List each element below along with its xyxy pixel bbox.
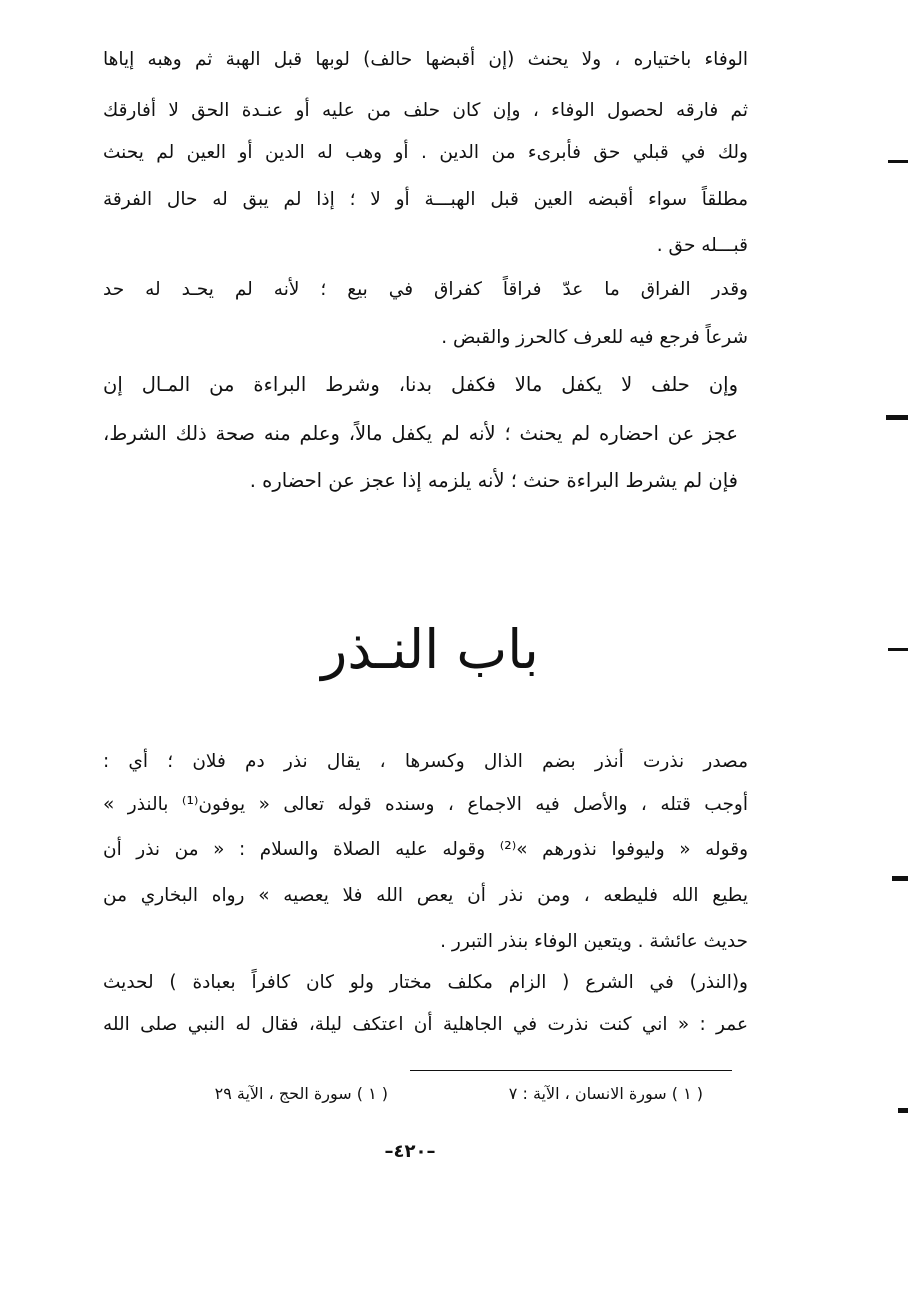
text-line: مصدر نذرت أنذر بضم الذال وكسرها ، يقال نذر دم فلان ؛ أي : bbox=[103, 751, 748, 772]
page-number: –٤٢٠– bbox=[384, 1141, 436, 1162]
text-line: ولك في قبلي حق فأبرىء من الدين . أو وهب له الدين أو العين لم يحنث bbox=[103, 142, 748, 163]
text-line: شرعاً فرجع فيه للعرف كالحرز والقبض . bbox=[441, 327, 748, 348]
chapter-heading: باب النـذر bbox=[321, 618, 539, 681]
text-line: عمر : « اني كنت نذرت في الجاهلية أن اعتكف ليلة، فقال له النبي صلى الله bbox=[103, 1014, 748, 1035]
edge-mark bbox=[898, 1108, 908, 1113]
footnote-2: ( ١ ) سورة الحج ، الآية ٢٩ bbox=[214, 1084, 388, 1103]
text-line: و(النذر) في الشرع ( الزام مكلف مختار ولو كان كافراً بعبادة ) لحديث bbox=[103, 972, 748, 993]
text-line: ثم فارقه لحصول الوفاء ، وإن كان حلف من عليه أو عنـدة الحق لا أفارقك bbox=[103, 100, 748, 121]
footnote-separator bbox=[410, 1070, 732, 1071]
text-line: مطلقاً سواء أقبضه العين قبل الهبـــة أو لا ؛ إذا لم يبق له حال الفرقة bbox=[103, 189, 748, 210]
edge-mark bbox=[886, 415, 908, 420]
edge-mark bbox=[888, 160, 908, 163]
text-line: حديث عائشة . ويتعين الوفاء بنذر التبرر . bbox=[440, 931, 748, 952]
text-line: الوفاء باختياره ، ولا يحنث (إن أقبضها حالف) لوبها قبل الهبة ثم وهبه إياها bbox=[103, 49, 748, 70]
text-line: فإن لم يشرط البراءة حنث ؛ لأنه يلزمه إذا عجز عن احضاره . bbox=[249, 469, 738, 492]
text-line: وإن حلف لا يكفل مالا فكفل بدنا، وشرط البراءة من المـال إن bbox=[103, 373, 738, 396]
text-line: قبـــله حق . bbox=[656, 235, 748, 256]
edge-mark bbox=[888, 648, 908, 651]
edge-mark bbox=[892, 876, 908, 881]
text-line: وقدر الفراق ما عدّ فراقاً كفراق في بيع ؛ لأنه لم يحـد له حد bbox=[103, 279, 748, 300]
text-line: أوجب قتله ، والأصل فيه الاجماع ، وسنده قوله تعالى « يوفون⁽¹⁾ بالنذر » bbox=[103, 794, 748, 815]
text-line: عجز عن احضاره لم يحنث ؛ لأنه لم يكفل مالاً، وعلم منه صحة ذلك الشرط، bbox=[103, 422, 738, 445]
footnote-1: ( ١ ) سورة الانسان ، الآية : ٧ bbox=[508, 1084, 703, 1103]
text-line: وقوله « وليوفوا نذورهم »⁽²⁾ وقوله عليه الصلاة والسلام : « من نذر أن bbox=[103, 839, 748, 860]
text-line: يطيع الله فليطعه ، ومن نذر أن يعص الله فلا يعصيه » رواه البخاري من bbox=[103, 885, 748, 906]
